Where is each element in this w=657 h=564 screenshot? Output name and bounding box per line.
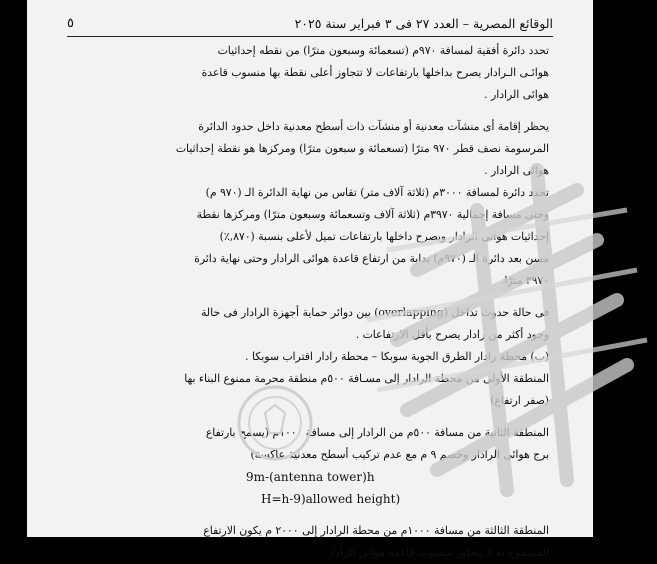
page-header bbox=[67, 14, 553, 37]
formula-line: H=h-9)allowed height) bbox=[261, 492, 401, 506]
text-line: هوائى الرادار . bbox=[484, 164, 549, 177]
document-page bbox=[27, 0, 593, 559]
text-line: المسموح به لا يتجاوز منسوب قاعدة هوائى الرادار . bbox=[320, 546, 549, 559]
text-line: تحدد دائرة أفقية لمسافة ٩٧٠م (تسعمائة وسبعون مترًا) من نقطه إحداثيات bbox=[217, 44, 549, 57]
text-line: (صفر ارتفاع) bbox=[490, 394, 549, 407]
text-line: (ب) محطة رادار الطرق الجوية سوبكا – محطة رادار اقتراب سوبكا . bbox=[245, 350, 549, 363]
text-line: وحتى مسافة إجمالية ٣٩٧٠م (ثلاثة آلاف وتسعمائة وسبعون مترًا) ومركزها نقطة bbox=[196, 208, 549, 221]
text-line: ٣٩٧٠ مترًا. bbox=[500, 274, 549, 287]
text-line: المنطقة الثانية من مسافة ٥٠٠م من الرادار إلى مسافة ١٠٠٠م (يسمح بارتفاع bbox=[205, 426, 549, 439]
text-line: المرسومة نصف قطر ٩٧٠ مترًا (تسعمائة و سبعون مترًا) ومركزها هو نقطة إحداثيات bbox=[175, 142, 549, 155]
text-line: يحظر إقامة أى منشآت معدنية أو منشآت ذات أسطح معدنية داخل حدود الدائرة bbox=[198, 120, 549, 133]
document-body bbox=[71, 40, 549, 564]
text-line: برج هوائى الرادار وخصم ٩ م مع عدم تركيب أسطح معدنية عاكسة) bbox=[250, 448, 549, 461]
text-line: إحداثيات هوائى الرادار ويصرح داخلها بارتفاعات تميل لأعلى بنسبة (٨٧٠,٪) bbox=[219, 230, 549, 243]
text-line: المنطقة الأولى من محطة الرادار إلى مسـافة ٥٠٠م منطقة محرمة ممنوع البناء بها bbox=[184, 372, 549, 385]
text-line: فى حالة حدوث تداخل (overlapping) بين دوائر حماية أجهزة الرادار فى حالة bbox=[200, 306, 549, 319]
text-line: مسن بعد دائرة الـ (٩٧٠م) بداية من ارتفاع قاعدة هوائى الرادار وحتى نهاية دائرة bbox=[194, 252, 549, 265]
gazette-title: الوقائع المصرية – العدد ٢٧ فى ٣ فبراير سنة ٢٠٢٥ bbox=[294, 16, 553, 31]
page-number: ٥ bbox=[67, 16, 74, 31]
text-line: تحدد دائرة لمسافة ٣٠٠٠م (ثلاثة آلاف متر) تقاس من نهاية الدائرة الـ (٩٧٠ م) bbox=[205, 186, 549, 199]
text-line: هوائـى الـرادار يصرح بداخلها بارتفاعات لا تتجاوز أعلى نقطة بها منسوب قاعدة bbox=[201, 66, 549, 79]
text-line: هوائى الرادار . bbox=[484, 88, 549, 101]
text-line: وجود أكثر من رادار يصرح بأقل الارتفاعات . bbox=[355, 328, 549, 341]
formula-line: 9m-(antenna tower)h bbox=[246, 470, 375, 484]
text-line: المنطقة الثالثة من مسافة ١٠٠٠م من محطة الرادار إلى ٢٠٠٠ م يكون الارتفاع bbox=[203, 524, 549, 537]
